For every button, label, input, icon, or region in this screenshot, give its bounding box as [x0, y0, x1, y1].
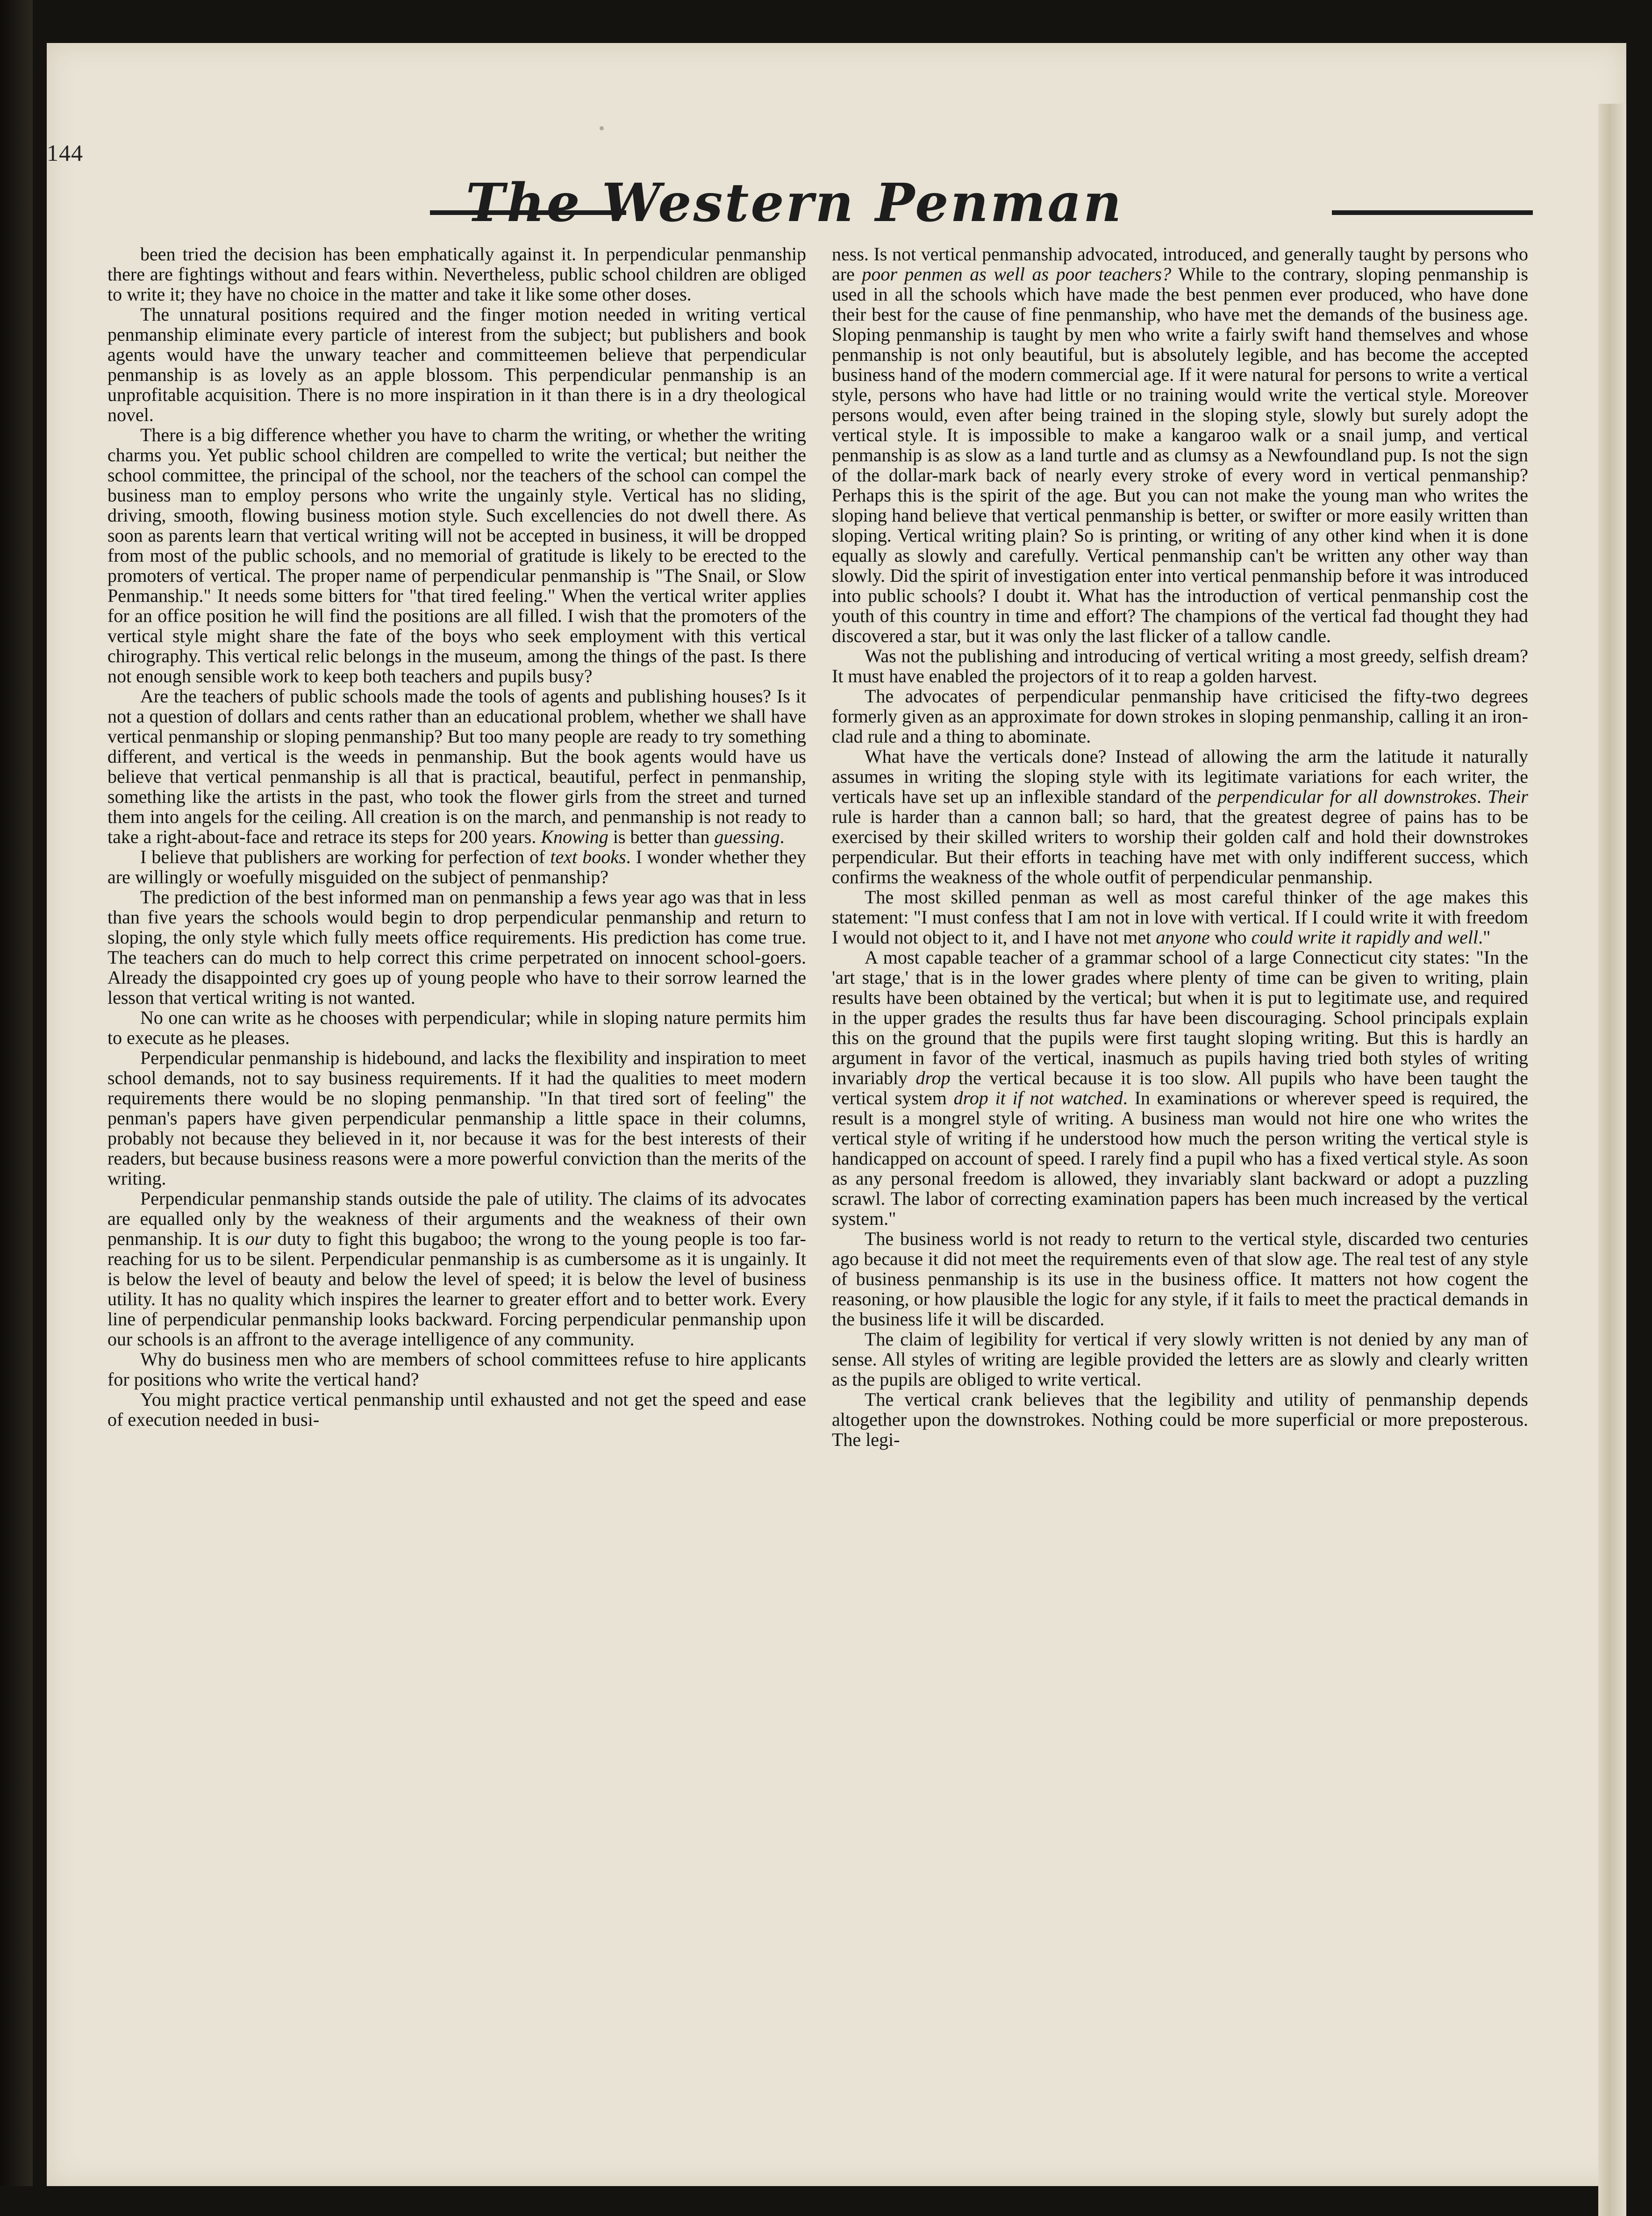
- paragraph-text: .: [780, 826, 785, 847]
- article-paragraph: [107, 1048, 806, 1188]
- paragraph-text: While to the contrary, sloping penmanship is used in all the schools which have made the best penmen ever produced, who have done their best for the cause of fine penmanship, who have met the demands of the business age. Sloping penmanship is taught by men who write a fairly swift hand themselves and whose penmanship is not only beautiful, but is absolutely legible, and has become the accepted business hand of the modern commercial age. If it were natural for persons to write a vertical style, persons who have had little or no training would write the vertical style. Moreover persons would, even after being trained in the sloping style, slowly but surely adopt the vertical style. It is impossible to make a kangaroo walk or a snail jump, and vertical penmanship is as slow as a land turtle and as clumsy as a Newfoundland pup. Is not the sign of the dollar-mark back of nearly every stroke of every word in vertical penmanship? Perhaps this is the spirit of the age. But you can not make the young man who writes the sloping hand believe that vertical penmanship is better, or swifter or more easily written than sloping. Vertical writing plain? So is printing, or writing of any other kind when it is done equally as slowly and carefully. Vertical penmanship can't be written any other way than slowly. Did the spirit of investigation enter into vertical penmanship before it was introduced into public schools? I doubt it. What has the introduction of vertical penmanship cost the youth of this country in time and effort? The champions of the vertical fad thought they had discovered a star, but it was only the last flicker of a tallow candle.: [832, 264, 1528, 646]
- italic-text: our: [245, 1228, 272, 1249]
- italic-text: drop it if not watched: [953, 1087, 1123, 1108]
- paragraph-text: What have the verticals done? Instead of allowing the arm the latitude it naturally assumes in writing the sloping style with its legitimate variations for each writer, the verticals have set up an inflexible standard of the: [832, 746, 1528, 807]
- article-paragraph: [832, 887, 1528, 947]
- paragraph-text: rule is harder than a cannon ball; so hard, that the greatest degree of pains has to be exercised by their skilled writers to worship their golden calf and hold their downstrokes perpendicular. But their efforts in teaching have met with only indifferent success, which confirms the weakness of the whole outfit of perpendicular penmanship.: [832, 806, 1528, 887]
- article-paragraph: [107, 425, 806, 686]
- paragraph-text: There is a big difference whether you have to charm the writing, or whether the writing charms you. Yet public school children are compelled to write the vertical; but neither the school committee, the principal of the school, nor the teachers of the school can compel the business man to employ persons who write the ungainly style. Vertical has no sliding, driving, smooth, flowing business motion style. Such excellencies do not dwell there. As soon as parents learn that vertical writing will not be accepted in business, it will be dropped from most of the public schools, and no memorial of gratitude is likely to be erected to the promoters of vertical. The proper name of perpendicular penmanship is "The Snail, or Slow Penmanship." It needs some bitters for "that tired feeling." When the vertical writer applies for an office position he will find the positions are all filled. I wish that the promoters of the vertical style might share the fate of the boys who seek employment with this vertical chirography. This vertical relic belongs in the museum, among the things of the past. Is there not enough sensible work to keep both teachers and pupils busy?: [107, 424, 806, 686]
- paragraph-text: . I wonder whether they are willingly or woefully misguided on the subject of penmanship?: [107, 846, 806, 887]
- paragraph-text: been tried the decision has been emphatically against it. In perpendicular penmanship there are fightings without and fears within. Nevertheless, public school children are obliged to write it; they have no choice in the matter and take it like some other doses.: [107, 244, 806, 305]
- article-paragraph: [832, 646, 1528, 686]
- italic-text: guessing: [714, 826, 780, 847]
- italic-text: Their: [1488, 786, 1528, 807]
- article-paragraph: [107, 1349, 806, 1389]
- paragraph-text: who: [1209, 927, 1252, 948]
- paragraph-text: You might practice vertical penmanship until exhausted and not get the speed and ease of execution needed in busi-: [107, 1389, 806, 1430]
- page-number: 144: [47, 140, 83, 166]
- left-column: [107, 244, 806, 2094]
- article-paragraph: [832, 947, 1528, 1229]
- article-paragraph: [107, 244, 806, 304]
- paragraph-text: Are the teachers of public schools made the tools of agents and publishing houses? Is it not a question of dollars and cents rather than an educational problem, whether we shall have vertical penmanship or sloping penmanship? But too many people are ready to try something different, and vertical is the weeds in penmanship. But the book agents would have us believe that vertical penmanship is all that is practical, beautiful, perfect in penmanship, something like the artists in the past, who took the flower girls from the street and turned them into angels for the ceiling. All creation is on the march, and penmanship is not ready to take a right-about-face and retrace its steps for 200 years.: [107, 686, 806, 847]
- article-paragraph: [107, 1389, 806, 1430]
- italic-text: Knowing: [541, 826, 608, 847]
- article-paragraph: [832, 1389, 1528, 1450]
- article-paragraph: [107, 887, 806, 1008]
- italic-text: anyone: [1156, 927, 1210, 948]
- italic-text: drop: [915, 1067, 951, 1088]
- masthead-rule-right: [1332, 210, 1533, 215]
- paragraph-text: ness. Is not vertical penmanship advocated, introduced, and generally taught by persons who are: [832, 244, 1528, 285]
- scan-background-left: [0, 0, 33, 2186]
- masthead: [430, 168, 1159, 248]
- paragraph-text: The business world is not ready to return to the vertical style, discarded two centuries ago because it did not meet the requirements even of that slow age. The real test of any style of business penmanship is its use in the business office. It matters not how cogent the reasoning, or how plausible the logic for any style, if it fails to meet the practical demands in the business life it will be discarded.: [832, 1228, 1528, 1330]
- paragraph-text: Why do business men who are members of school committees refuse to hire applicants for positions who write the vertical hand?: [107, 1349, 806, 1390]
- paragraph-text: Perpendicular penmanship stands outside the pale of utility. The claims of its advocates are equalled only by the weakness of their arguments and the weakness of their own penmanship. It is: [107, 1188, 806, 1249]
- masthead-title: The Western Penman: [465, 172, 1123, 234]
- italic-text: perpendicular for all downstrokes: [1217, 786, 1477, 807]
- paragraph-text: A most capable teacher of a grammar school of a large Connecticut city states: "In the 'art stage,' that is in the lower grades where plenty of time can be given to writing, plain results have been obtained by the vertical; but when it is put to legitimate use, and required in the upper grades the results thus far have been discouraging. School principals explain this on the ground that the pupils were first taught sloping writing. But this is hardly an argument in favor of the vertical, inasmuch as pupils having tried both styles of writing invariably: [832, 947, 1528, 1088]
- article-paragraph: [832, 1229, 1528, 1329]
- page-edge-shadow: [1598, 104, 1626, 2216]
- article-paragraph: [107, 1188, 806, 1349]
- article-paragraph: [832, 1329, 1528, 1389]
- article-paragraph: [832, 244, 1528, 646]
- paragraph-text: Was not the publishing and introducing of vertical writing a most greedy, selfish dream? It must have enabled the projectors of it to reap a golden harvest.: [832, 645, 1528, 686]
- paragraph-text: Perpendicular penmanship is hidebound, and lacks the flexibility and inspiration to meet school demands, not to say business requirements. If it had the qualities to meet modern requirements there would be no sloping penmanship. "In that tired sort of feeling" the penman's papers have given perpendicular penmanship a little space in their columns, probably not because they believed in it, nor because it was for the best interests of their readers, but because business reasons were a more powerful conviction than the merits of the writing.: [107, 1047, 806, 1189]
- paragraph-text: The claim of legibility for vertical if very slowly written is not denied by any man of sense. All styles of writing are legible provided the letters are as slowly and clearly written as the pupils are obliged to write vertical.: [832, 1329, 1528, 1390]
- paragraph-text: I believe that publishers are working for perfection of: [140, 846, 551, 867]
- paragraph-text: .: [1476, 786, 1488, 807]
- article-paragraph: [832, 686, 1528, 746]
- article-paragraph: [107, 1008, 806, 1048]
- paragraph-text: . In examinations or wherever speed is required, the result is a mongrel style of writing. A business man would not hire one who writes the vertical style of writing if he understood how much the person writing the vertical style is handicapped on account of speed. I rarely find a pupil who has a fixed vertical style. As soon as any personal freedom is allowed, they invariably slant backward or adopt a puzzling scrawl. The labor of correcting examination papers has been much increased by the vertical system.": [832, 1087, 1528, 1229]
- paragraph-text: The advocates of perpendicular penmanship have criticised the fifty-two degrees formerly given as an approximate for down strokes in sloping penmanship, calling it an iron-clad rule and a thing to abominate.: [832, 686, 1528, 747]
- paragraph-text: The unnatural positions required and the finger motion needed in writing vertical penmanship eliminate every particle of interest from the subject; but publishers and book agents would have the unwary teacher and committeemen believe that perpendicular penmanship is as lovely as an apple blossom. This perpendicular penmanship is an unprofitable acquisition. There is no more inspiration in it than there is in a dry theological novel.: [107, 304, 806, 425]
- italic-text: poor penmen as well as poor teachers?: [862, 264, 1172, 285]
- paragraph-text: The most skilled penman as well as most careful thinker of the age makes this statement: "I must confess that I am not in love with vertical. If I could write it with freedom I would not object to it, and I have not met: [832, 886, 1528, 948]
- paragraph-text: No one can write as he chooses with perpendicular; while in sloping nature permits him to execute as he pleases.: [107, 1007, 806, 1048]
- paragraph-text: The prediction of the best informed man on penmanship a fews year ago was that in less than five years the schools would begin to drop perpendicular penmanship and return to sloping, the only style which fully meets office requirements. His prediction has come true. The teachers can do much to help correct this crime perpetrated on innocent school-goers. Already the disappointed cry goes up of young people who have to their sorrow learned the lesson that vertical writing is not wanted.: [107, 886, 806, 1008]
- article-paragraph: [832, 746, 1528, 887]
- paragraph-text: duty to fight this bugaboo; the wrong to the young people is too far-reaching for us to be silent. Perpendicular penmanship is as cumbersome as it is ungainly. It is below the level of beauty and below the level of speed; it is below the level of business utility. It has no quality which inspires the learner to greater effort and to better work. Every line of perpendicular penmanship looks backward. Forcing perpendicular penmanship upon our schools is an affront to the average intelligence of any community.: [107, 1228, 806, 1350]
- italic-text: could write it rapidly and well: [1251, 927, 1479, 948]
- article-paragraph: [107, 847, 806, 887]
- paragraph-text: .": [1478, 927, 1491, 948]
- article-paragraph: [107, 304, 806, 425]
- article-paragraph: [107, 686, 806, 847]
- paragraph-text: the vertical because it is too slow. All pupils who have been taught the vertical system: [832, 1067, 1528, 1108]
- paragraph-text: is better than: [608, 826, 715, 847]
- paragraph-text: The vertical crank believes that the legibility and utility of penmanship depends altogether upon the downstrokes. Nothing could be more superficial or more preposterous. The legi-: [832, 1389, 1528, 1450]
- right-column: [832, 244, 1528, 2094]
- ink-spot: [600, 126, 604, 130]
- italic-text: text books: [550, 846, 626, 867]
